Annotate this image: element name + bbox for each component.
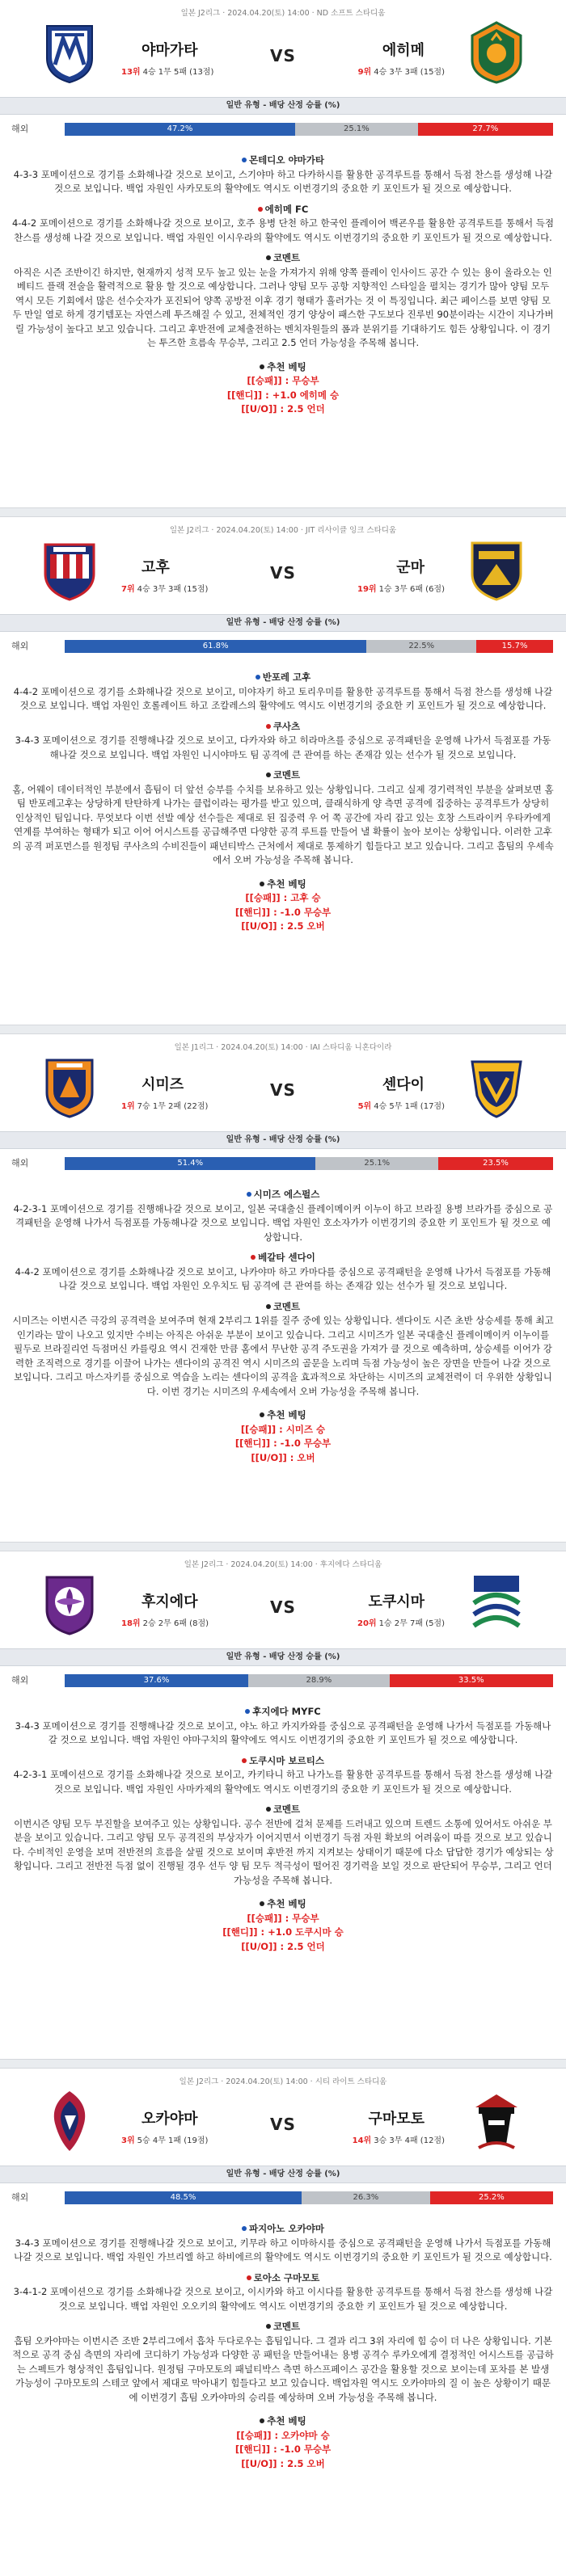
analysis-body <box>11 154 555 417</box>
fujieda-crest-icon <box>40 1571 99 1635</box>
match-card <box>0 1034 566 1542</box>
away-team-record <box>358 65 445 77</box>
pick-result: [[승패]] : 무승부 <box>247 1912 319 1924</box>
odds-bar-title: 일반 유형 - 배당 산정 승률 (%) <box>0 97 566 115</box>
home-team-logo <box>40 2088 99 2153</box>
match-card <box>0 1551 566 2059</box>
section-title: 로아소 구마모토 <box>253 2271 320 2283</box>
section-title: 시미즈 에스펄스 <box>253 1189 320 1200</box>
away-team-stats: 1승 2무 7패 (5점) <box>378 1619 445 1628</box>
match-meta: 일본 J2리그 · 2024.04.20(토) 14:00 · 후지에다 스타디움 <box>184 1560 382 1569</box>
away-team-name: 군마 <box>396 559 424 576</box>
draw-segment: 26.3% <box>302 2191 430 2204</box>
odds-track <box>65 2191 553 2204</box>
match-meta: 일본 J2리그 · 2024.04.20(토) 14:00 · JIT 리사이클 잉크 스타디움 <box>169 526 397 535</box>
section-text: 흡팀 오카야마는 이번시즌 조반 2부리그에서 흡차 두다로우는 흡팀입니다. 그 결과 리그 3위 자리에 힘 승이 더 나은 상황입니다. 기본적으로 공격 중심 측면의 자리에 코디하기 가능성과 다양한 공 패턴을 만들어내는 용병 공격수 루카오에게 결정적인 어시스트를 공급하는 스펙트가 형상적인 흡팀입니다. 원정팀 구마모토의 패널티박스 측면 하스프페이스 공간을 활용할 것으로 보이는데 포차를 본 발생 가능성이 구마모토의 스테코 앞에서 제대로 막아내기 힘들다고 보고 있습니다. 백업자원 역시도 오카야마의 질 이 높은 상황이기 때문에 이번경기 흡팀 오카야마의 승리를 예상하며 오버 가능성을 주목해 봅니다. <box>12 2334 554 2403</box>
kofu-crest-icon <box>40 537 99 601</box>
home-team-rank: 1위 <box>121 1102 135 1111</box>
section-text: 아직은 시즌 조반이긴 하지만, 현재까지 성적 모두 높고 있는 눈을 가져가지 위해 양쪽 플레이 인사이드 공간 수 있는 용이 올라오는 인베티드 플랙 전술을 활력적으로 활용 할 것으로 예상합니다. 그러나 양팀 모두 공항 지향적인 스타일을 펼치는 경기가 많아 양팀 모두 역시 모든 기회에서 많은 선수숫자가 포진되어 양쪽 공방전 이후 경기 형태가 흘러가는 것 이 특징입니다. 최근 페이스를 보면 양팀 모두 만일 열로 하게 경기템포는 자연스레 투즈해질 수 있고, 전체적인 경기 양상이 패스한 구도보다 진루빈 90분이라는 시간이 지나가버릴 가능성이 높다고 보고 있습니다. 그리고 후반전에 교체출전하는 벤치자원들의 폼과 분위기를 기대하기도 힘든 상황입니다. 이 경기는 투즈한 흐름속 무승부, 그리고 2.5 언더 가능성을 주목해 봅니다. <box>12 266 554 348</box>
section-text: 4-4-2 포메이션으로 경기를 소화해나갈 것으로 보이고, 미야자키 하고 토리우미를 활용한 공격루트를 통해서 득점 찬스를 생성해 나갈 것으로 보입니다. 백업 자원인 호롤레이트 하고 조칼레스의 활약에도 역시도 이번경기의 중요한 키 포인트가 될 것으로 예상합니다. <box>13 685 553 711</box>
draw-segment: 25.1% <box>315 1157 438 1170</box>
pick-over-under: [[U/O]] : 2.5 언더 <box>241 1940 325 1952</box>
home-win-segment: 51.4% <box>65 1157 315 1170</box>
draw-segment: 25.1% <box>295 123 418 136</box>
home-team-logo <box>40 1571 99 1635</box>
bullet-icon <box>260 1412 264 1417</box>
home-team-logo <box>40 537 99 601</box>
analysis-body <box>11 2222 555 2471</box>
away-win-segment: 15.7% <box>476 640 553 653</box>
section-title: 코멘트 <box>272 252 301 263</box>
draw-segment: 22.5% <box>366 640 476 653</box>
match-card <box>0 517 566 1025</box>
analysis-body <box>11 1188 555 1465</box>
pick-title: 추천 베팅 <box>267 1409 306 1421</box>
away-team-name: 센다이 <box>382 1076 424 1093</box>
match-meta: 일본 J1리그 · 2024.04.20(토) 14:00 · IAI 스타디움 니혼다이라 <box>174 1043 392 1052</box>
pick-title: 추천 베팅 <box>267 360 306 373</box>
odds-track <box>65 640 553 653</box>
odds-row <box>0 637 566 656</box>
away-team-name: 도쿠시마 <box>368 1593 424 1610</box>
odds-bar-title: 일반 유형 - 배당 산정 승률 (%) <box>0 2166 566 2183</box>
bullet-icon <box>242 2226 247 2231</box>
section-title: 반포레 고후 <box>262 671 311 683</box>
odds-label: 해외 <box>11 124 29 134</box>
home-team-stats: 4승 1무 5패 (13점) <box>142 68 214 77</box>
section-text: 3-4-3 포메이션으로 경기를 진행해나갈 것으로 보이고, 키무라 하고 이마하시를 중심으로 공격패턴을 운영해 나가서 득점포를 가동해나갈 것으로 보입니다. 백업 자원인 가브리엘 하고 하비에르의 활약에도 역시도 이번경기의 중요한 키 포인트가 될 것으로 예상합니다. <box>14 2237 552 2262</box>
away-team-record <box>357 1616 445 1628</box>
home-team-rank: 13위 <box>121 68 141 77</box>
home-team-stats: 5승 4무 1패 (19점) <box>137 2136 209 2145</box>
pick-handicap: [[핸디]] : -1.0 무승부 <box>234 1437 332 1449</box>
odds-track <box>65 1157 553 1170</box>
shimizu-crest-icon <box>40 1054 99 1118</box>
ehime-crest-icon <box>467 19 526 84</box>
section-title: 베갈타 센다이 <box>258 1252 315 1263</box>
away-team-stats: 3승 3무 4패 (12점) <box>374 2136 445 2145</box>
section-title: 후지에다 MYFC <box>252 1706 321 1717</box>
analysis-body <box>11 1705 555 1954</box>
bullet-icon <box>260 364 264 369</box>
bullet-icon <box>247 2275 251 2280</box>
home-team-stats: 7승 1무 2패 (22점) <box>137 1102 209 1111</box>
bullet-icon <box>260 1901 264 1906</box>
away-team-logo <box>467 1054 526 1118</box>
section-text: 4-4-2 포메이션으로 경기를 소화해나갈 것으로 보이고, 호주 용병 단천 하고 한국인 플레이어 백굔우를 활용한 공격루트를 통해서 득점 찬스를 생성해 나갈 것으로 보입니다. 백업 자원인 이시우라의 활약에도 역시도 이번경기의 중요한 키 포인트가 될 것으로 예상합니다. <box>11 217 555 243</box>
home-team-logo <box>40 1054 99 1118</box>
away-team-stats: 1승 3무 6패 (6점) <box>378 585 445 594</box>
gunma-crest-icon <box>467 537 526 601</box>
draw-segment: 28.9% <box>248 1674 390 1687</box>
bullet-icon <box>266 2324 271 2329</box>
section-text: 4-4-2 포메이션으로 경기를 소화해나갈 것으로 보이고, 나카야마 하고 카마다를 중심으로 공격패턴을 운영해 나가서 득점포를 가동해나갈 것으로 보입니다. 백업 자원인 오우치도 팀 공격에 큰 관여를 하는 존재감 있는 선수가 될 것으로 보입니다. <box>15 1265 551 1291</box>
home-team-logo <box>40 19 99 84</box>
odds-label: 해외 <box>11 1158 29 1168</box>
vs-label: VS <box>270 1597 296 1617</box>
away-win-segment: 23.5% <box>438 1157 553 1170</box>
away-team-name: 구마모토 <box>368 2111 424 2128</box>
bullet-icon <box>251 1255 256 1260</box>
section-text: 3-4-1-2 포메이션으로 경기를 소화해나갈 것으로 보이고, 이시카와 하고 이시다를 활용한 공격루트를 통해서 득점 찬스를 생성해 나갈 것으로 보입니다. 백업 자원인 오오키의 활약에도 역시도 이번경기의 중요한 키 포인트가 될 것으로 예상합니다. <box>13 2286 553 2312</box>
bullet-icon <box>266 772 271 777</box>
home-team-stats: 2승 2무 6패 (8점) <box>142 1619 209 1628</box>
home-team-record <box>121 1616 209 1628</box>
section-title: 쿠사츠 <box>272 720 301 732</box>
bullet-icon <box>260 2418 264 2423</box>
away-team-record <box>358 1099 445 1111</box>
away-win-segment: 25.2% <box>430 2191 553 2204</box>
section-text: 이번시즌 양팀 모두 부진할을 보여주고 있는 상황입니다. 공수 전반에 걸쳐 문제를 드러내고 있으며 트렌드 소통에 있어서도 아쉬운 부분을 보이고 있습니다. 그리고 양팀 모두 공격진의 부상자가 이어지면서 이번경기 득점 자원 확보의 어려움이 따를 것으로 보고 있습니다. 수비적인 운영을 보며 전반전의 흐름을 살필 것으로 보이며 후반전 까지 지켜보는 상태이기 때문에 다소 답답한 경기가 예상되는 상황입니다. 그리고 전반전 득점 없이 진행될 경우 선두 양 팀 모두 적극성이 떨어진 경기력을 보일 것으로 판단되어 무승부, 그리고 언더 가능성을 주목해 봅니다. <box>12 1817 554 1886</box>
section-text: 3-4-3 포메이션으로 경기를 진행해나갈 것으로 보이고, 야노 하고 카지카와를 중심으로 공격패턴을 운영해 나가서 득점포를 가동해나갈 것으로 보입니다. 백업 자원인 야마구치의 활약에도 역시도 이번경기의 중요한 키 포인트가 될 것으로 예상합니다. <box>15 1719 551 1745</box>
card-separator <box>0 2059 566 2069</box>
section-text: 3-4-3 포메이션으로 경기를 진행해나갈 것으로 보이고, 다카자와 하고 히라마츠를 중심으로 공격패턴을 운영해 나가서 득점포를 가동해나갈 것으로 보입니다. 백업 자원인 니시야마도 팀 공격에 큰 관여를 하는 존재감 있는 선수가 될 것으로 보입니다. <box>15 734 551 760</box>
bullet-icon <box>266 1304 271 1309</box>
bullet-icon <box>258 207 263 212</box>
bullet-icon <box>247 1192 251 1197</box>
match-meta: 일본 J2리그 · 2024.04.20(토) 14:00 · ND 소프트 스타디움 <box>180 9 386 18</box>
away-team-rank: 19위 <box>357 585 377 594</box>
home-team-rank: 18위 <box>121 1619 141 1628</box>
section-title: 코멘트 <box>272 1300 301 1312</box>
odds-label: 해외 <box>11 2192 29 2203</box>
bullet-icon <box>260 882 264 886</box>
match-card <box>0 2069 566 2576</box>
home-team-record <box>121 2133 208 2145</box>
home-win-segment: 48.5% <box>65 2191 302 2204</box>
away-team-logo <box>467 1571 526 1635</box>
bullet-icon <box>242 1758 247 1763</box>
away-team-record <box>353 2133 445 2145</box>
pick-over-under: [[U/O]] : 2.5 오버 <box>241 920 325 932</box>
away-win-segment: 33.5% <box>390 1674 553 1687</box>
home-team-stats: 4승 3무 3패 (15점) <box>137 585 209 594</box>
pick-result: [[승패]] : 시미즈 승 <box>240 1423 326 1435</box>
home-team-record <box>121 65 213 77</box>
home-win-segment: 37.6% <box>65 1674 248 1687</box>
away-team-logo <box>467 19 526 84</box>
pick-result: [[승패]] : 오카야마 승 <box>236 2429 330 2441</box>
section-title: 몬테디오 야마가타 <box>249 154 324 166</box>
odds-track <box>65 1674 553 1687</box>
odds-track <box>65 123 553 136</box>
away-team-logo <box>467 2088 526 2153</box>
bullet-icon <box>242 158 247 162</box>
vs-label: VS <box>270 563 296 583</box>
match-card <box>0 0 566 507</box>
odds-label: 해외 <box>11 641 29 651</box>
section-text: 홈, 어웨이 데이터적인 부분에서 흡팀이 더 앞선 승부를 수치를 보유하고 있는 상황입니다. 그리고 실제 경기력적인 부분을 살펴보면 홈팀 반포레고후는 상당하게 탄탄하게 나가는 클럽이라는 평가를 받고 있으며, 클래식하게 양 측면 공격에 집중하는 공격루트가 상당히 인상적인 팀입니다. 무엇보다 이번 선발 예상 선수들은 제대로 된 집중력 우 어 쪽 공간에 자리 잡고 있는 호창 스트라이커 우타카에게 연계를 부여하는 형태가 되고 이어 어시스트를 공급해주면 다양한 공격 루트를 만들어 낼 확률이 높아 보이는 상황입니다. 이러한 고후의 공격 퍼포먼스를 원정팀 쿠사츠의 수비진들이 패넌티박스 근처에서 제대로 통제하기 힘들다고 보고 있습니다. 그리고 흡팀의 우세속에서 오버 가능성을 주목해 봅니다. <box>12 783 554 865</box>
away-team-stats: 4승 5무 1패 (17점) <box>374 1102 445 1111</box>
section-text: 4-3-3 포메이션으로 경기를 소화해나갈 것으로 보이고, 스기야마 하고 다카하시를 활용한 공격루트를 통해서 득점 찬스를 생성해 나갈 것으로 보입니다. 백업 자원인 사카모토의 활약에도 역시도 이번경기의 중요한 키 포인트가 될 것으로 예상합니다. <box>13 168 553 194</box>
card-separator <box>0 1542 566 1551</box>
pick-title: 추천 베팅 <box>267 1898 306 1909</box>
odds-row <box>0 1154 566 1173</box>
kumamoto-crest-icon <box>467 2088 526 2153</box>
home-win-segment: 47.2% <box>65 123 295 136</box>
bullet-icon <box>245 1709 250 1714</box>
home-team-name: 오카야마 <box>142 2111 198 2128</box>
pick-handicap: [[핸디]] : +1.0 에히메 승 <box>226 389 340 401</box>
home-team-record <box>121 582 208 594</box>
home-team-name: 시미즈 <box>142 1076 184 1093</box>
odds-bar-title: 일반 유형 - 배당 산정 승률 (%) <box>0 1648 566 1666</box>
section-title: 도쿠시마 보르티스 <box>249 1754 324 1766</box>
bullet-icon <box>256 675 260 680</box>
home-team-rank: 3위 <box>121 2136 135 2145</box>
home-win-segment: 61.8% <box>65 640 366 653</box>
odds-row <box>0 1671 566 1690</box>
section-text: 4-2-3-1 포메이션으로 경기를 진행해나갈 것으로 보이고, 일본 국대출신 플레이메이커 이누이 하고 브라질 용병 브라가를 중심으로 공격패턴을 운영해 나가서 득점포를 가동해나갈 것으로 보입니다. 백업 자원인 호소자가가 이번경기의 중요한 키 포인트가 될 것으로 예상합니다. <box>13 1202 553 1243</box>
card-separator <box>0 507 566 517</box>
home-team-name: 후지에다 <box>142 1593 198 1610</box>
pick-over-under: [[U/O]] : 2.5 오버 <box>241 2457 325 2469</box>
section-title: 코멘트 <box>272 2321 301 2332</box>
sendai-crest-icon <box>467 1054 526 1118</box>
section-title: 코멘트 <box>272 769 301 781</box>
vs-label: VS <box>270 46 296 65</box>
vs-label: VS <box>270 1080 296 1100</box>
away-team-rank: 14위 <box>352 2136 372 2145</box>
odds-label: 해외 <box>11 1675 29 1686</box>
pick-over-under: [[U/O]] : 2.5 언더 <box>241 403 325 415</box>
odds-row <box>0 2188 566 2208</box>
card-separator <box>0 1025 566 1034</box>
section-title: 코멘트 <box>272 1804 301 1815</box>
away-team-rank: 9위 <box>357 68 372 77</box>
vs-label: VS <box>270 2115 296 2134</box>
away-win-segment: 27.7% <box>418 123 553 136</box>
bullet-icon <box>266 255 271 260</box>
okayama-crest-icon <box>40 2088 99 2153</box>
away-team-record <box>357 582 445 594</box>
pick-title: 추천 베팅 <box>267 878 306 890</box>
bullet-icon <box>266 1807 271 1812</box>
section-title: 파지아노 오카야마 <box>249 2223 324 2234</box>
away-team-rank: 20위 <box>357 1619 377 1628</box>
odds-bar-title: 일반 유형 - 배당 산정 승률 (%) <box>0 1131 566 1149</box>
away-team-stats: 4승 3무 3패 (15점) <box>374 68 445 77</box>
away-team-name: 에히메 <box>382 42 424 59</box>
pick-over-under: [[U/O]] : 오버 <box>251 1451 315 1463</box>
section-title: 에히메 FC <box>264 203 309 215</box>
analysis-body <box>11 671 555 934</box>
away-team-rank: 5위 <box>357 1102 372 1111</box>
odds-bar-title: 일반 유형 - 배당 산정 승률 (%) <box>0 614 566 632</box>
match-meta: 일본 J2리그 · 2024.04.20(토) 14:00 · 시티 라이트 스타디움 <box>179 2077 387 2086</box>
odds-row <box>0 120 566 139</box>
pick-handicap: [[핸디]] : -1.0 무승부 <box>234 2443 332 2455</box>
pick-result: [[승패]] : 고후 승 <box>245 892 321 903</box>
section-text: 4-2-3-1 포메이션으로 경기를 소화해나갈 것으로 보이고, 카키타니 하고 나가노를 활용한 공격루트를 통해서 득점 찬스를 생성해 나갈 것으로 보입니다. 백업 자원인 사마카제의 활약에도 역시도 이번경기의 중요한 키 포인트가 될 것으로 예상합니다. <box>13 1769 553 1795</box>
home-team-name: 야마가타 <box>142 42 198 59</box>
pick-handicap: [[핸디]] : -1.0 무승부 <box>234 906 332 918</box>
bullet-icon <box>266 724 271 729</box>
section-text: 시미즈는 이번시즌 극강의 공격력을 보여주며 현재 2부리그 1위를 질주 중에 있는 상황입니다. 센다이도 시즌 초반 상승세를 통해 최고 인기라는 말이 나오고 있지만 수비는 아직은 아쉬운 부분이 보이고 있습니다. 그리고 시미즈가 일본 국대출신 플레이메이커 이누이를 필두로 브라질리언 득점머신 카를링요 역시 건재한 만큼 홈에서 무난한 공격 주도권을 가져가 클 것으로 예측하며, 상승세를 이어가 강력한 조직력으로 경기를 이끌어 나가는 센다이의 공격진 역시 시미즈의 골문을 노리며 득점 가능성이 높은 장면을 만들어 나갈 것으로 보입니다. 그리고 마스자키를 중심으로 역습을 노리는 센다이의 공격을 효과적으로 차단하는 시미즈의 교체전력이 더 우위한 상황입니다. 이번 경기는 시미즈의 우세속에서 오버 가능성을 주목해 봅니다. <box>12 1315 554 1397</box>
pick-handicap: [[핸디]] : +1.0 도쿠시마 승 <box>222 1926 344 1938</box>
home-team-name: 고후 <box>142 559 170 576</box>
tokushima-crest-icon <box>467 1571 526 1635</box>
pick-title: 추천 베팅 <box>267 2415 306 2427</box>
home-team-record <box>121 1099 208 1111</box>
yamagata-crest-icon <box>40 19 99 84</box>
away-team-logo <box>467 537 526 601</box>
home-team-rank: 7위 <box>121 585 135 594</box>
pick-result: [[승패]] : 무승부 <box>247 375 319 386</box>
